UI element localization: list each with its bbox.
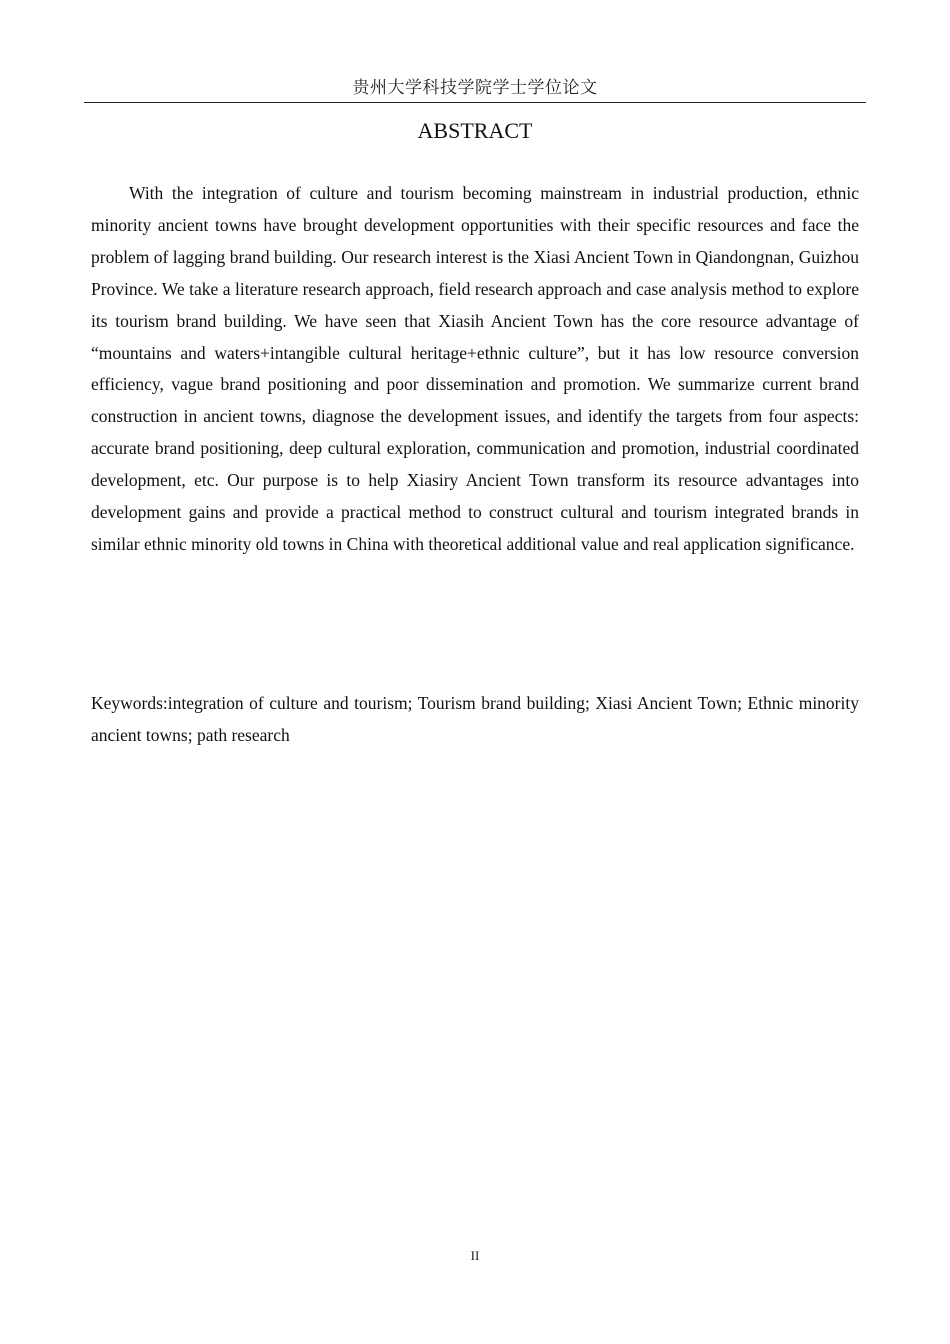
page-number: II (470, 1248, 480, 1263)
abstract-title: ABSTRACT (417, 118, 533, 143)
running-header: 贵州大学科技学院学士学位论文 (352, 78, 598, 97)
keywords-paragraph: Keywords:integration of culture and tourism; Tourism brand building; Xiasi Ancient Town; Ethnic minority ancient towns; path research (91, 693, 859, 745)
header-divider (84, 102, 866, 103)
abstract-paragraph: With the integration of culture and tourism becoming mainstream in industrial production, ethnic minority ancient towns have brought development opportunities with their specific resources and face the problem of lagging brand building. Our research interest is the Xiasi Ancient Town in Qiandongnan, Guizhou Province. We take a literature research approach, field research approach and case analysis method to explore its tourism brand building. We have seen that Xiasih Ancient Town has the core resource advantage of “mountains and waters+intangible cultural heritage+ethnic culture”, but it has low resource conversion efficiency, vague brand positioning and poor dissemination and promotion. We summarize current brand construction in ancient towns, diagnose the development issues, and identify the targets from four aspects: accurate brand positioning, deep cultural exploration, communication and promotion, industrial coordinated development, etc. Our purpose is to help Xiasiry Ancient Town transform its resource advantages into development gains and provide a practical method to construct cultural and tourism integrated brands in similar ethnic minority old towns in China with theoretical additional value and real application significance. (91, 183, 859, 554)
